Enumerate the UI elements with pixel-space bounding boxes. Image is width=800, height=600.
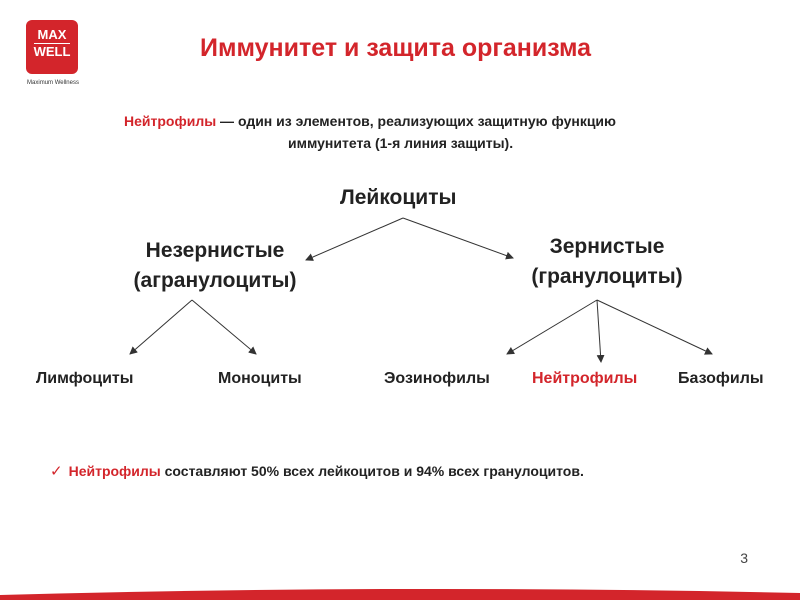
intro-highlight: Нейтрофилы <box>124 113 217 129</box>
leaf-neutrophils: Нейтрофилы <box>532 370 638 387</box>
node-leukocytes: Лейкоциты <box>340 186 457 209</box>
node-granulocytes-line1: Зернистые <box>549 235 665 258</box>
arrow-right-basophils <box>597 300 712 354</box>
arrow-right-neutrophils <box>597 300 601 362</box>
logo-line1: MAX <box>37 27 67 42</box>
bottom-stripe <box>0 586 800 600</box>
arrow-left-monocytes <box>192 300 256 354</box>
intro-text-line2: иммунитета (1-я линия защиты). <box>288 135 514 151</box>
node-granulocytes <box>506 232 708 292</box>
checkmark-icon: ✓ <box>50 463 63 480</box>
intro-text-line1: — один из элементов, реализующих защитную функцию <box>216 113 616 129</box>
node-agranulocytes <box>108 236 322 296</box>
leaf-eosinophils: Эозинофилы <box>384 370 490 387</box>
logo-line2: WELL <box>33 44 71 59</box>
neutrophil-note <box>50 462 584 480</box>
arrow-right-eosinophils <box>507 300 597 354</box>
node-agranulocytes-line2: (агранулоциты) <box>133 269 297 292</box>
page-number: 3 <box>740 550 748 566</box>
leaf-lymphocytes: Лимфоциты <box>36 370 134 387</box>
note-text: составляют 50% всех лейкоцитов и 94% всех гранулоцитов. <box>160 463 584 479</box>
page-title: Иммунитет и защита организма <box>200 34 592 62</box>
node-granulocytes-line2: (гранулоциты) <box>531 265 683 288</box>
arrow-left-lymphocytes <box>130 300 192 354</box>
arrow-root-right <box>403 218 513 258</box>
node-agranulocytes-line1: Незернистые <box>145 239 285 262</box>
note-highlight: Нейтрофилы <box>68 463 161 479</box>
logo-tagline: Maximum Wellness <box>27 80 79 86</box>
leaf-basophils: Базофилы <box>678 370 764 387</box>
leaf-monocytes: Моноциты <box>218 370 302 387</box>
